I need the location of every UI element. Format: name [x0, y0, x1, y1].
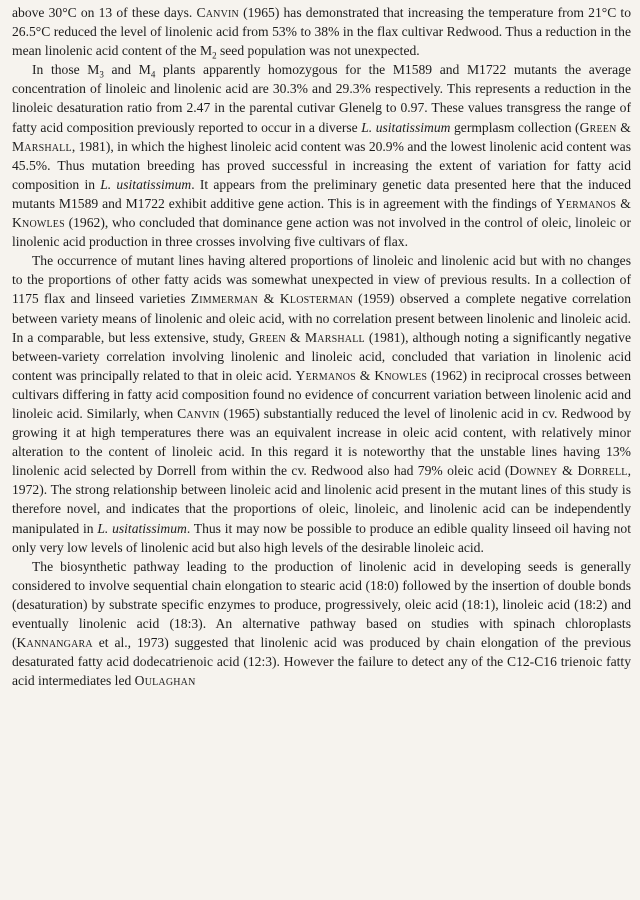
text-run: In those M [32, 62, 100, 78]
paragraph-1 [12, 3, 631, 60]
text-run: and M [103, 62, 151, 78]
text-run: et al., 1973) suggested that linolenic acid was produced by chain elongation of the previous desaturated fatty acid dodecatrienoic acid (12:3). However the failure to detect any of the C12-C16 trienoic fatty acid intermediates led [12, 635, 631, 689]
paragraph-2 [12, 60, 631, 251]
species-name: L. usitatissimum [100, 176, 192, 192]
text-run: (1959) observed a complete negative correlation between variety means of linolenic and oleic acid, with no correlation present between linolenic and linoleic acid. In a comparable, but less extensive, study, [12, 291, 631, 345]
text-run: , 1972). The strong relationship between linoleic acid and linolenic acid present in the mutant lines of this study is therefore novel, and indicates that the proportions of oleic, linoleic, and linolenic acid can be independently manipulated in [12, 463, 631, 536]
text-run: above 30°C on 13 of these days. [12, 5, 197, 20]
text-run: plants apparently homozygous for the M1589 and M1722 mutants the average concentration of linoleic and linolenic acid are 30.3% and 29.3% respectively. This represents a reduction in the linoleic desaturation ratio from 2.47 in the parental cutivar Glenelg to 0.97. These values transgress the range of fatty acid composition previously reported to occur in a diverse [12, 62, 632, 135]
citation-author: Oulaghan [134, 673, 196, 689]
species-name: L. usitatissimum [97, 520, 187, 536]
generation-subscript: 3 [99, 70, 104, 80]
species-name: L. usitatissimum [361, 119, 451, 135]
text-run: germplasm collection ( [450, 119, 580, 135]
citation-author: Downey & Dorrell [509, 463, 628, 479]
citation-author: Canvin [196, 5, 239, 20]
paragraph-4 [12, 557, 631, 691]
generation-subscript: 4 [150, 70, 156, 80]
citation-author: Green & Marshall [248, 329, 365, 345]
paragraph-3 [12, 251, 631, 557]
citation-author: Yermanos & Knowles [12, 195, 631, 231]
citation-author: Canvin [177, 405, 220, 421]
citation-author: Zimmerman & Klosterman [190, 291, 353, 307]
text-run: (1965) substantially reduced the level of linolenic acid in cv. Redwood by growing it at high temperatures there was an equivalent increase in oleic acid content, with relatively minor alteration to the content of linoleic acid. In this regard it is noteworthy that the unstable lines having 13% linolenic acid selected by Dorrell from within the cv. Redwood also had 79% oleic acid ( [12, 405, 631, 479]
citation-author: Yermanos & Knowles [295, 367, 428, 383]
text-run: The biosynthetic pathway leading to the production of linolenic acid in developing seeds is generally considered to involve sequential chain elongation to stearic acid (18:0) followed by the insertion of double bonds (desaturation) by substrate specific enzymes to produce, progressively, oleic acid (18:1), linoleic acid (18:2) and eventually linolenic acid (18:3). An alternative pathway based on studies with spinach chloroplasts ( [12, 558, 631, 651]
text-run: The occurrence of mutant lines having altered proportions of linoleic and linolenic acid but with no changes to the proportions of other fatty acids was somewhat unexpected in view of previous results. In a collection of 1175 flax and linseed varieties [12, 253, 631, 307]
text-run: . It appears from the preliminary genetic data presented here that the induced mutants M1589 and M1722 exhibit additive gene action. This is in agreement with the findings of [12, 176, 631, 211]
text-run: . Thus it may now be possible to produce an edible quality linseed oil having not only very low levels of linolenic acid but also high levels of the desirable linoleic acid. [12, 520, 631, 555]
text-run: , 1981), in which the highest linoleic acid content was 20.9% and the lowest linolenic acid content was 45.5%. Thus mutation breeding has proved successful in increasing the extent of variation for fatty acid composition in [12, 138, 631, 192]
text-run: (1962), who concluded that dominance gene action was not involved in the control of oleic, linoleic or linolenic acid production in three crosses involving five cultivars of flax. [12, 215, 631, 250]
text-run: seed population was not unexpected. [216, 43, 420, 59]
text-run: (1962) in reciprocal crosses between cultivars differing in fatty acid composition found no evidence of concurrent variation between linolenic acid and linoleic acid. Similarly, when [12, 367, 631, 421]
text-run: (1981), although noting a significantly negative between-variety correlation involving linolenic and linoleic acid, concluded that variation in linolenic acid content was principally related to that in oleic acid. [12, 329, 631, 383]
citation-author: Kannangara [16, 635, 93, 651]
citation-author: Green & Marshall [12, 119, 631, 154]
text-run: (1965) has demonstrated that increasing the temperature from 21°C to 26.5°C reduced the level of linolenic acid from 53% to 38% in the flax cultivar Redwood. Thus a reduction in the mean linolenic acid content of the M [12, 5, 632, 59]
generation-subscript: 2 [212, 50, 217, 61]
